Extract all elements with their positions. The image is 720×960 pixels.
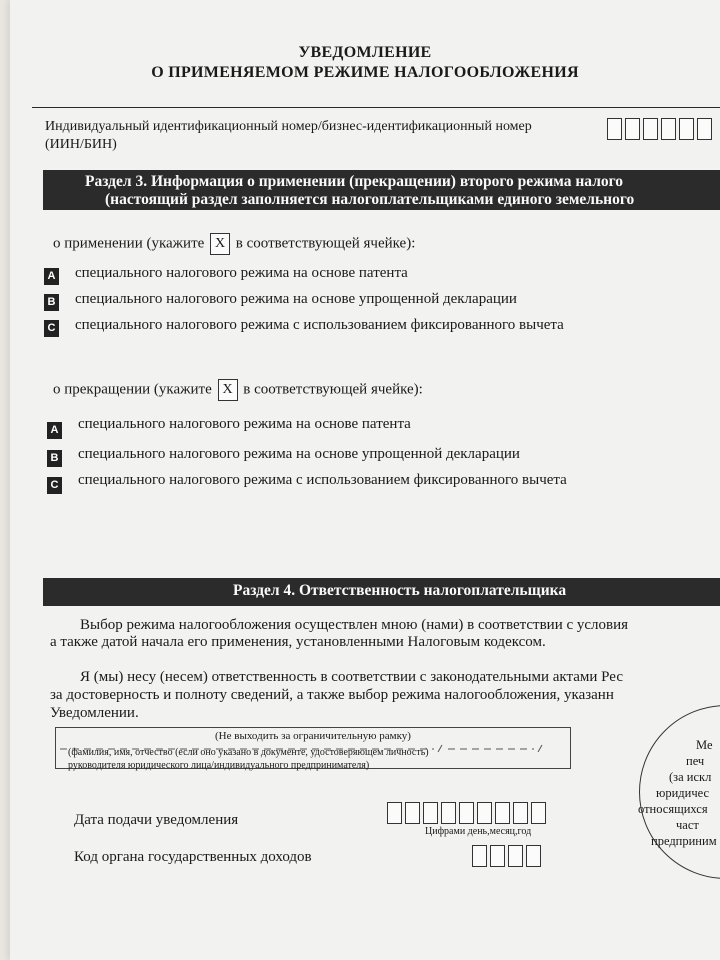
responsibility-para1-line2: а также датой начала его применения, установленными Налоговым кодексом. [50, 634, 546, 650]
name-field-hint: (Не выходить за ограничительную рамку) [215, 730, 411, 742]
form-title-line2: О ПРИМЕНЯЕМОМ РЕЖИМЕ НАЛОГООБЛОЖЕНИЯ [151, 64, 579, 81]
submission-date-label: Дата подачи уведомления [74, 812, 239, 828]
apply-option-b-label: специального налогового режима на основе упрощенной декларации [75, 291, 517, 307]
stop-option-c-checkbox[interactable]: C [47, 477, 62, 494]
responsibility-para2-line1: Я (мы) несу (несем) ответственность в соответствии с законодательными актами Рес [80, 669, 623, 685]
submission-date-cells[interactable] [387, 802, 549, 824]
date-cell[interactable] [513, 802, 528, 824]
header-divider [32, 107, 720, 108]
iin-cell[interactable] [697, 118, 712, 140]
responsibility-para1-line1: Выбор режима налогообложения осуществлен мною (нами) в соответствии с условия [80, 617, 629, 633]
date-cell[interactable] [423, 802, 438, 824]
section3-header [43, 170, 720, 210]
stop-option-b-label: специального налогового режима на основе упрощенной декларации [78, 446, 520, 462]
responsibility-para2-line2: за достоверность и полноту сведений, а также выбор режима налогообложения, указанн [50, 687, 614, 703]
seal-text-line: част [676, 818, 699, 832]
iin-cell[interactable] [625, 118, 640, 140]
date-cell[interactable] [459, 802, 474, 824]
stop-prompt [53, 379, 423, 401]
iin-bin-abbrev: (ИИН/БИН) [45, 137, 117, 152]
apply-prompt-after: в соответствующей ячейке): [235, 235, 416, 252]
date-format-hint: Цифрами день,месяц,год [425, 826, 532, 837]
stop-option-b-checkbox[interactable]: B [47, 450, 62, 467]
notification-form-page [10, 0, 720, 960]
apply-option-b-checkbox[interactable]: B [44, 294, 59, 311]
code-cell[interactable] [490, 845, 505, 867]
date-cell[interactable] [387, 802, 402, 824]
apply-prompt-before: о применении (укажите [53, 235, 205, 252]
stop-option-a-label: специального налогового режима на основе патента [78, 416, 411, 432]
stop-option-c-label: специального налогового режима с использованием фиксированного вычета [78, 472, 567, 488]
section4-title: Раздел 4. Ответственность налогоплательщика [233, 582, 567, 599]
iin-bin-cells[interactable] [607, 118, 715, 140]
date-cell[interactable] [441, 802, 456, 824]
revenue-authority-code-cells[interactable] [472, 845, 544, 867]
seal-text-line: (за искл [669, 770, 712, 784]
section3-title-line1: Раздел 3. Информация о применении (прекращении) второго режима налого [85, 173, 624, 190]
apply-x-sample: X [210, 233, 230, 255]
seal-text-line: печ [686, 754, 705, 768]
date-cell[interactable] [405, 802, 420, 824]
code-cell[interactable] [472, 845, 487, 867]
responsibility-para2-line3: Уведомлении. [50, 705, 139, 721]
iin-cell[interactable] [607, 118, 622, 140]
date-cell[interactable] [531, 802, 546, 824]
iin-cell[interactable] [661, 118, 676, 140]
iin-cell[interactable] [679, 118, 694, 140]
apply-option-c-checkbox[interactable]: C [44, 320, 59, 337]
form-title-line1: УВЕДОМЛЕНИЕ [298, 44, 432, 61]
name-caption-line1: (фамилия, имя, отчество (если оно указано в документе, удостоверяющем личность) [68, 747, 429, 758]
iin-cell[interactable] [643, 118, 658, 140]
iin-bin-label: Индивидуальный идентификационный номер/бизнес-идентификационный номер [45, 119, 532, 134]
stop-option-a-checkbox[interactable]: A [47, 422, 62, 439]
date-cell[interactable] [477, 802, 492, 824]
seal-text-line: предприним [651, 834, 717, 848]
stop-x-sample: X [218, 379, 238, 401]
seal-text-line: Ме [696, 738, 713, 752]
revenue-authority-code-label: Код органа государственных доходов [74, 849, 312, 865]
code-cell[interactable] [526, 845, 541, 867]
date-cell[interactable] [495, 802, 510, 824]
section4-header [43, 578, 720, 606]
apply-prompt [53, 233, 415, 255]
code-cell[interactable] [508, 845, 523, 867]
section3-title-line2: (настоящий раздел заполняется налогоплательщиками единого земельного [105, 191, 635, 208]
seal-text-line: относящихся [638, 802, 708, 816]
apply-option-a-checkbox[interactable]: A [44, 268, 59, 285]
stop-prompt-before: о прекращении (укажите [53, 381, 212, 398]
apply-option-c-label: специального налогового режима с использованием фиксированного вычета [75, 317, 564, 333]
name-caption-line2: руководителя юридического лица/индивидуального предпринимателя) [68, 760, 370, 771]
stop-prompt-after: в соответствующей ячейке): [243, 381, 423, 398]
seal-text-line: юридичес [656, 786, 710, 800]
apply-option-a-label: специального налогового режима на основе патента [75, 265, 408, 281]
